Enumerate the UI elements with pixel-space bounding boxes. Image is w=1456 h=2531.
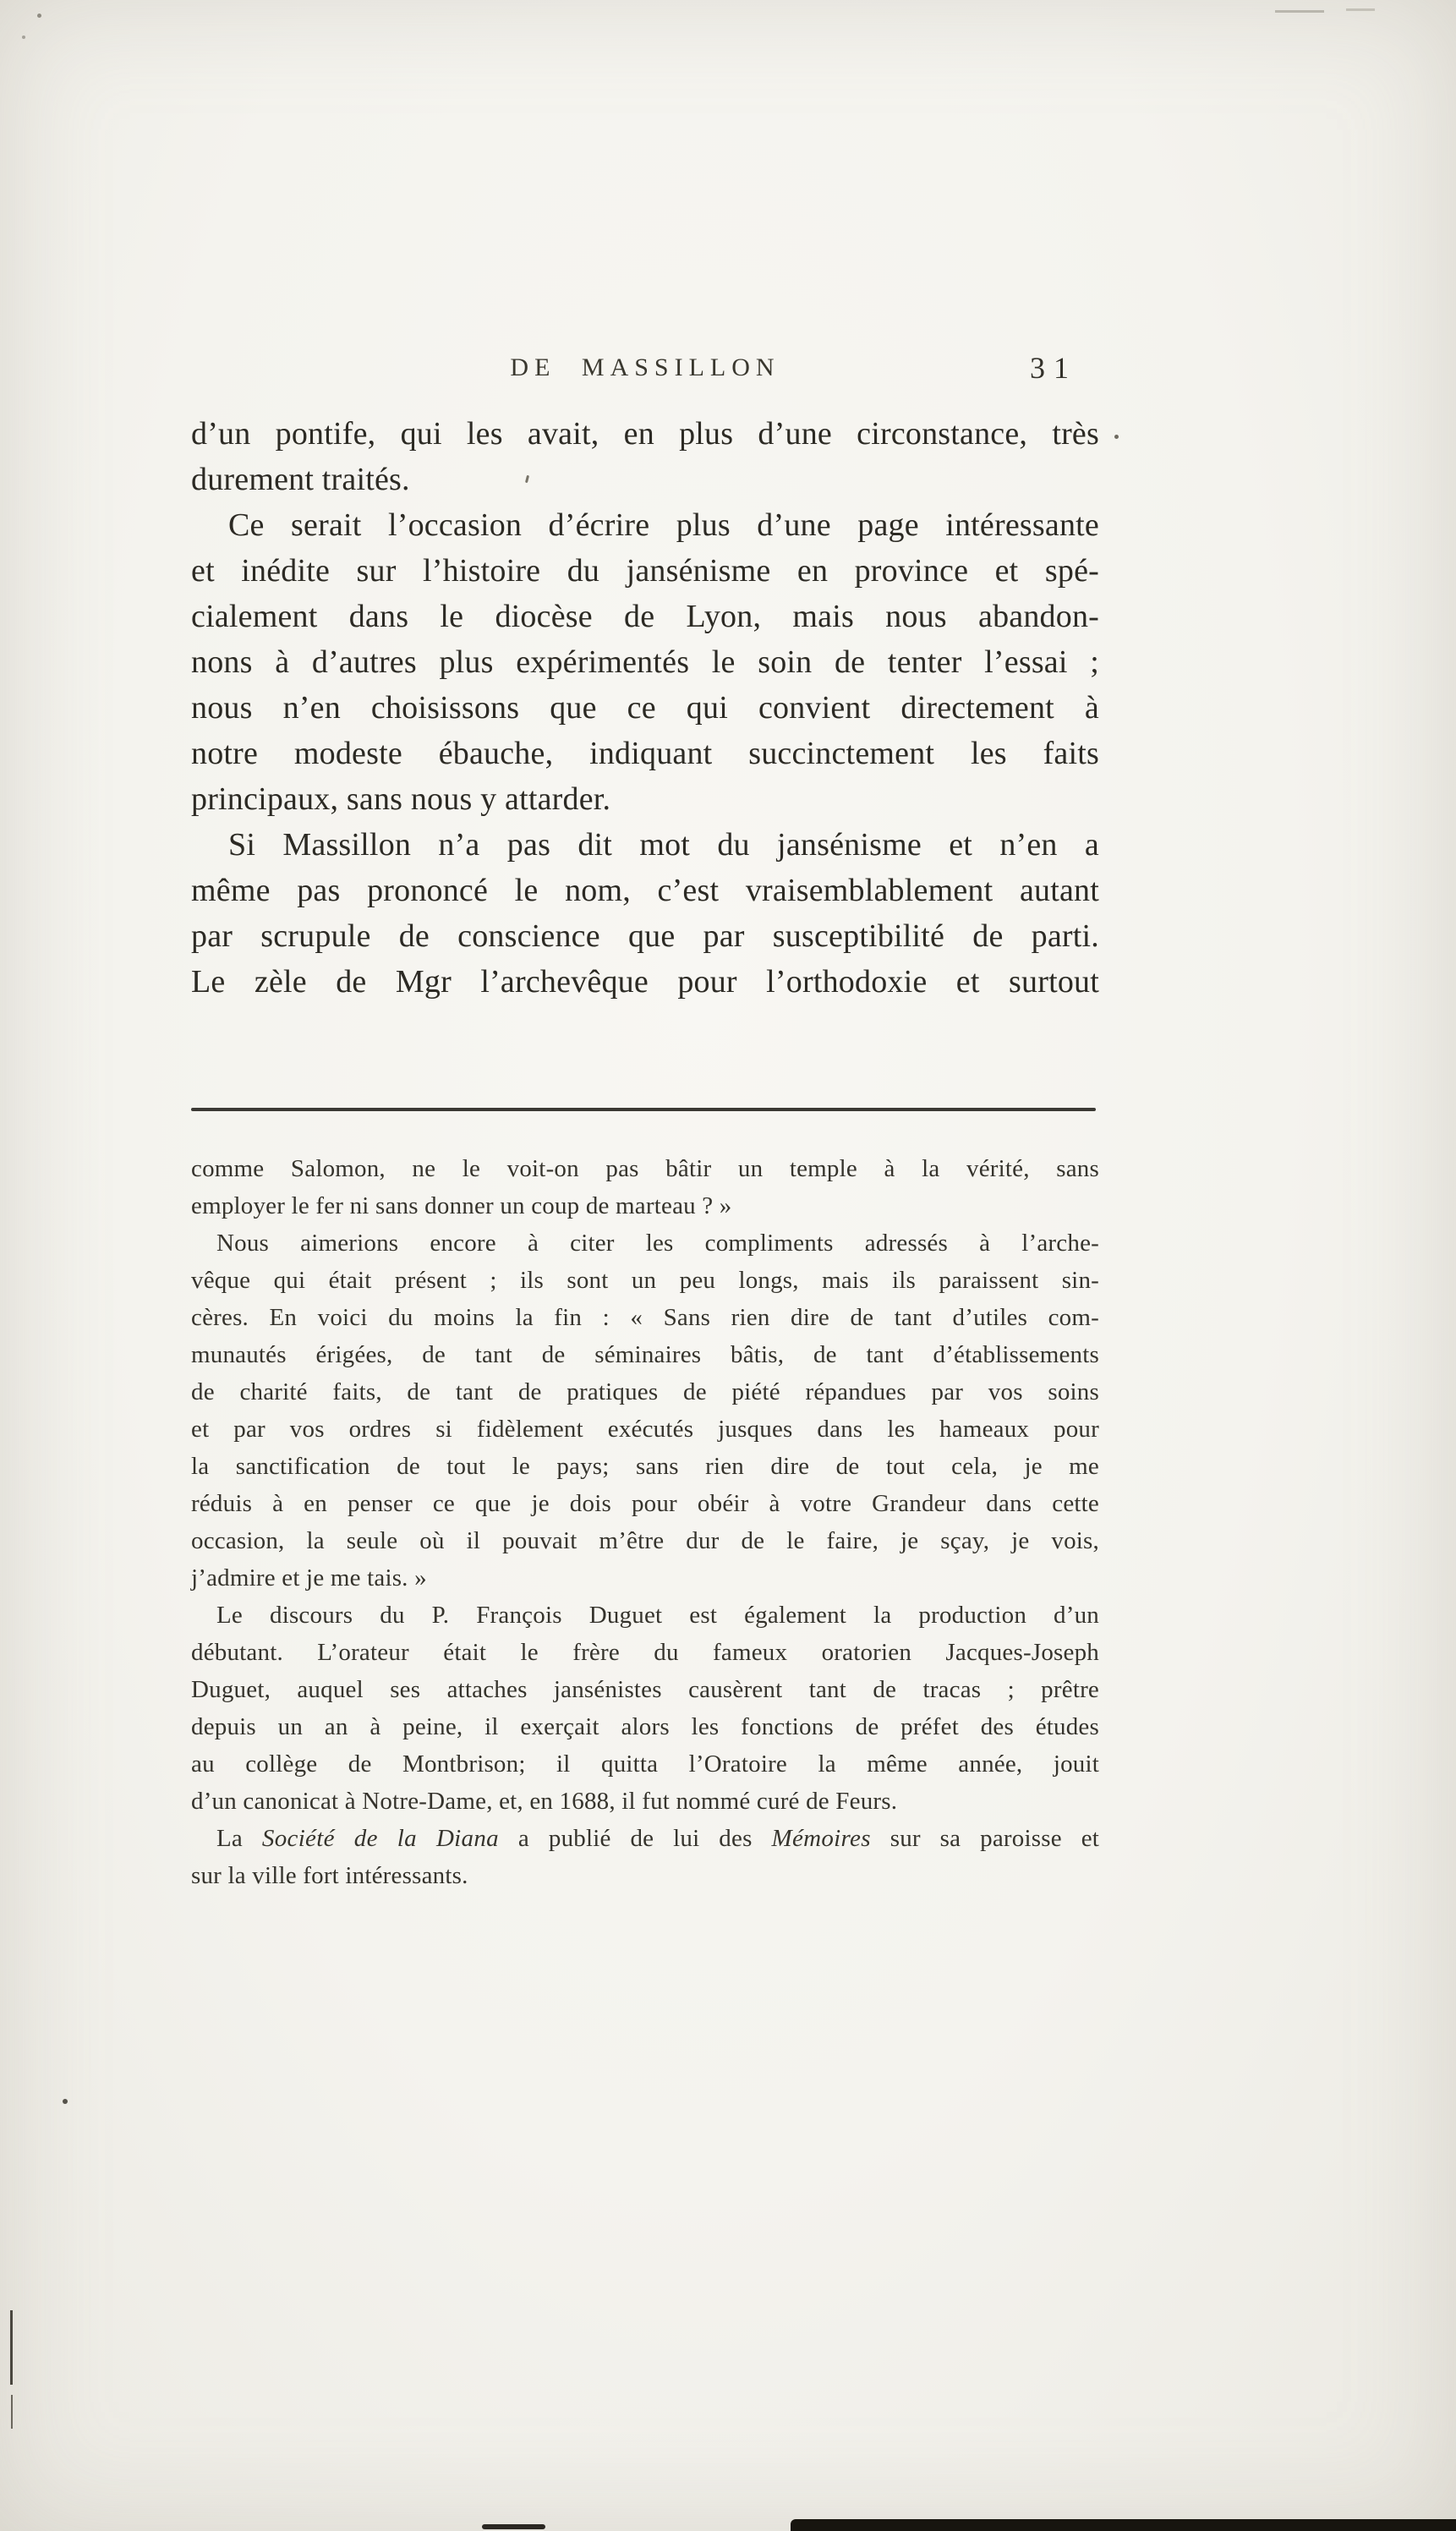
scan-speck [22,36,25,39]
main-text-block [191,411,1099,1005]
text-line: notre modeste ébauche, indiquant succinctement les faits [191,736,1099,771]
text-line: débutant. L’orateur était le frère du fameux oratorien Jacques-Joseph [191,1639,1099,1666]
running-header [191,351,1099,385]
footnote-text-block [191,1150,1099,1894]
text-line: la sanctification de tout le pays; sans rien dire de tout cela, je me [191,1453,1099,1480]
page-number: 31 [1030,351,1077,385]
text-line: réduis à en penser ce que je dois pour obéir à votre Grandeur dans cette [191,1490,1099,1517]
text-line: nons à d’autres plus expérimentés le soin de tenter l’essai ; [191,644,1099,680]
scan-speck [1114,435,1119,439]
text-line [191,1820,1099,1857]
scan-speck [63,2099,68,2104]
text-line: vêque qui était présent ; ils sont un peu longs, mais ils paraissent sin- [191,1267,1099,1294]
italic-text-segment: Société de la Diana [261,1825,499,1852]
text-line: depuis un an à peine, il exerçait alors les fonctions de préfet des études [191,1713,1099,1740]
scan-mark [1346,8,1375,11]
text-line: j’admire et je me tais. » [191,1564,427,1591]
scan-speck [37,14,41,18]
text-line: Ce serait l’occasion d’écrire plus d’une page intéressante [228,507,1099,543]
page-header-title: DE MASSILLON [510,353,780,381]
text-line: occasion, la seule où il pouvait m’être dur de le faire, je sçay, je vois, [191,1527,1099,1554]
text-line: sur la ville fort intéressants. [191,1862,468,1889]
scan-mark [1275,10,1324,13]
scan-mark [10,2310,13,2385]
footnote-separator-rule [191,1108,1096,1111]
text-line: Duguet, auquel ses attaches jansénistes causèrent tant de tracas ; prêtre [191,1676,1099,1703]
text-line: d’un canonicat à Notre-Dame, et, en 1688, il fut nommé curé de Feurs. [191,1788,898,1815]
text-line: par scrupule de conscience que par susceptibilité de parti. [191,918,1099,954]
text-line: de charité faits, de tant de pratiques de piété répandues par vos soins [191,1378,1099,1405]
text-line: principaux, sans nous y attarder. [191,781,611,817]
scan-edge-shadow [791,2519,1456,2531]
text-line: munautés érigées, de tant de séminaires bâtis, de tant d’établissements [191,1341,1099,1368]
text-line: employer le fer ni sans donner un coup de marteau ? » [191,1192,732,1219]
text-line: cialement dans le diocèse de Lyon, mais nous abandon- [191,599,1099,634]
text-line: et par vos ordres si fidèlement exécutés jusques dans les hameaux pour [191,1416,1099,1443]
text-line: Le discours du P. François Duguet est également la production d’un [216,1602,1099,1629]
text-segment: a publié de lui des [498,1825,772,1852]
text-line: comme Salomon, ne le voit-on pas bâtir un temple à la vérité, sans [191,1155,1099,1182]
text-line: au collège de Montbrison; il quitta l’Oratoire la même année, jouit [191,1750,1099,1778]
text-line: nous n’en choisissons que ce qui convient directement à [191,690,1099,726]
italic-text-segment: Mémoires [771,1825,871,1852]
text-line: même pas prononcé le nom, c’est vraisemblablement autant [191,873,1099,908]
text-line: d’un pontife, qui les avait, en plus d’une circonstance, très [191,416,1099,452]
text-line: cères. En voici du moins la fin : « Sans rien dire de tant d’utiles com- [191,1304,1099,1331]
text-segment: La [216,1825,262,1852]
scan-mark [482,2524,545,2529]
text-line: Nous aimerions encore à citer les compliments adressés à l’arche- [216,1230,1099,1257]
text-line: Si Massillon n’a pas dit mot du jansénisme et n’en a [228,827,1099,863]
text-line: durement traités. [191,462,410,497]
text-segment: sur sa paroisse et [870,1825,1100,1852]
text-line: et inédite sur l’histoire du jansénisme en province et spé- [191,553,1099,589]
text-line: Le zèle de Mgr l’archevêque pour l’orthodoxie et surtout [191,964,1099,1000]
scan-mark [11,2395,13,2429]
